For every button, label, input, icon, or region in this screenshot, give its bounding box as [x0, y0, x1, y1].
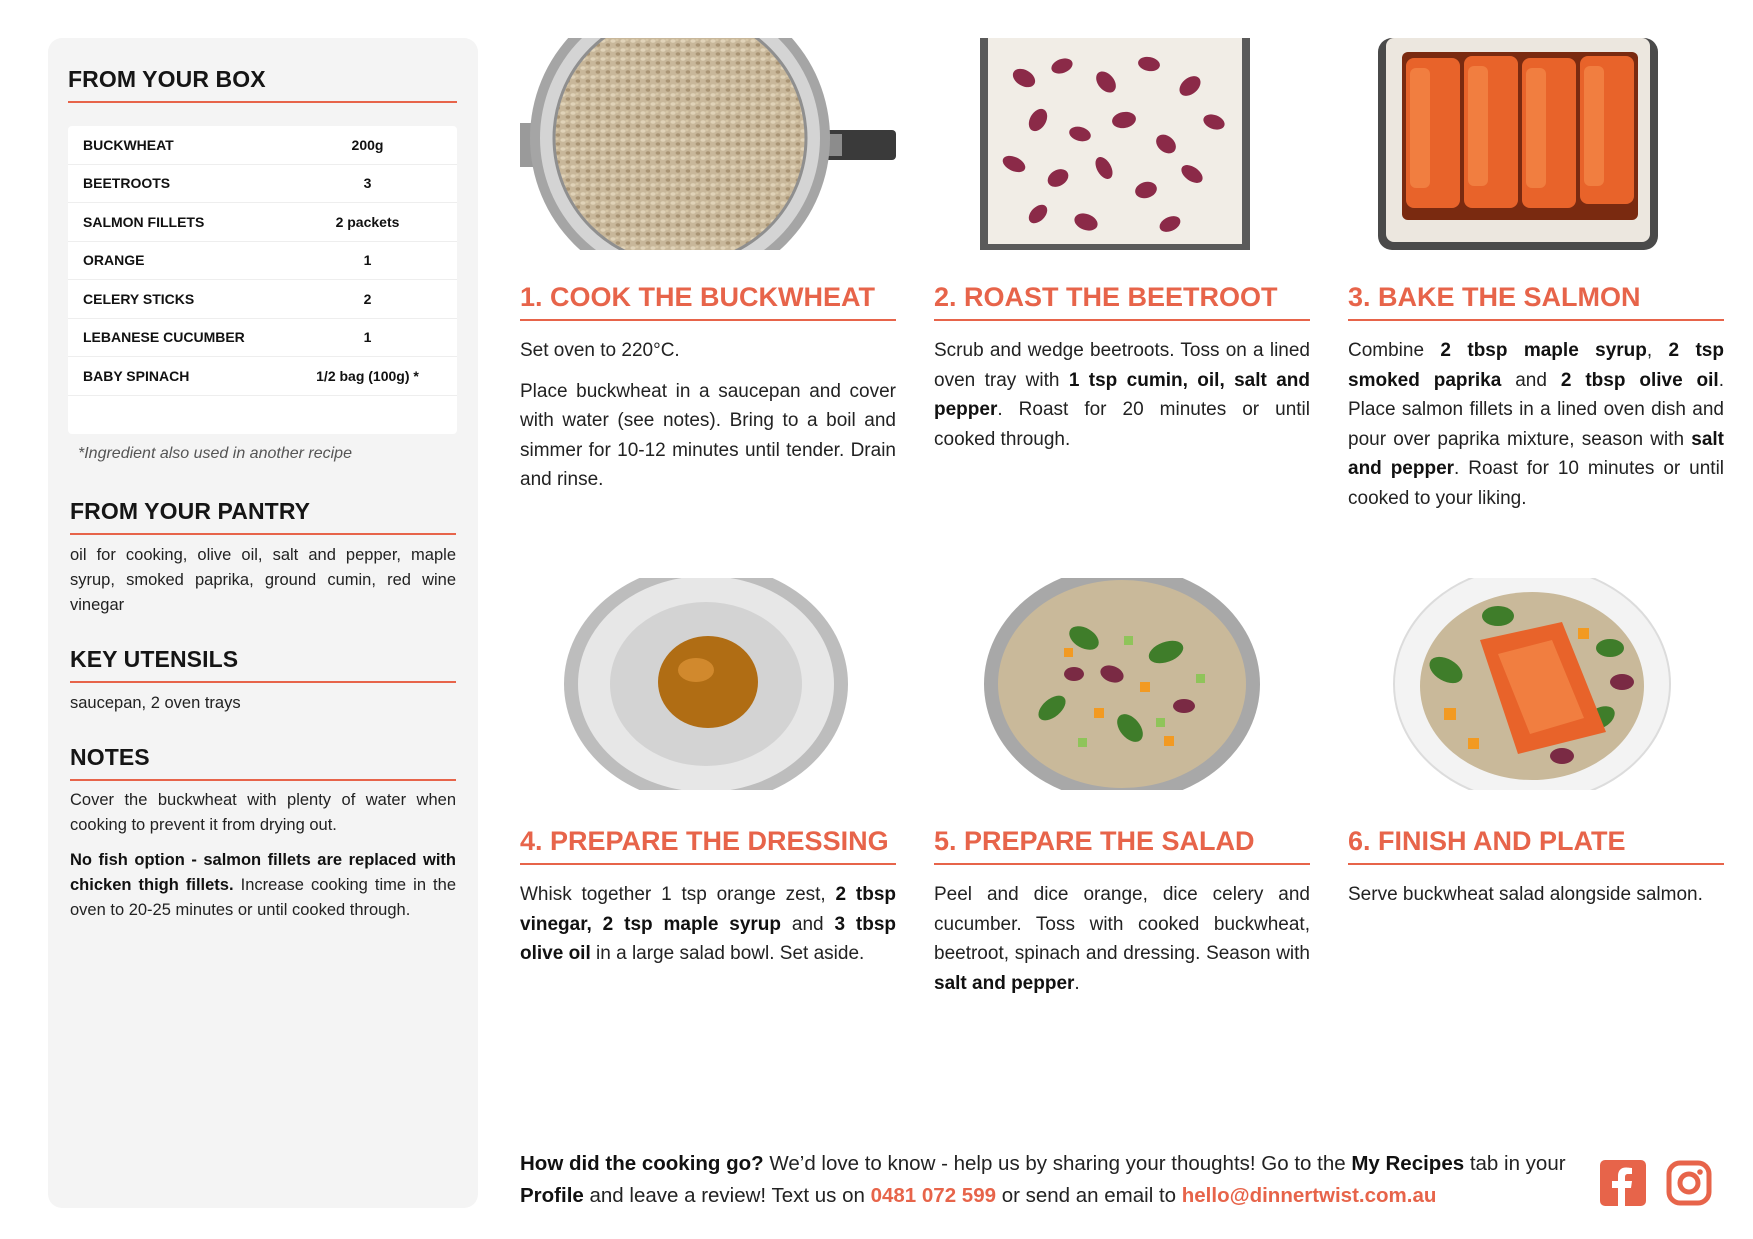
step-3-bold: 2 tbsp olive oil: [1560, 369, 1719, 391]
ingredient-row: [68, 319, 457, 358]
step-6-title: 6. FINISH AND PLATE: [1348, 826, 1724, 865]
step-2-title: 2. ROAST THE BEETROOT: [934, 282, 1310, 321]
profile-label: Profile: [520, 1184, 584, 1207]
footer-text: We’d love to know - help us by sharing your thoughts! Go to the: [763, 1152, 1352, 1175]
step-3-bold: 2 tsp smoked paprika: [1348, 340, 1724, 391]
step-1-title: 1. COOK THE BUCKWHEAT: [520, 282, 896, 321]
pantry-text: oil for cooking, olive oil, salt and pepper, maple syrup, smoked paprika, ground cumin, red wine vinegar: [70, 546, 456, 614]
step-3-text: . Roast for 10 minutes or until cooked to your liking.: [1348, 458, 1725, 509]
step-3-body: [1348, 336, 1724, 524]
step-3: [1348, 38, 1725, 509]
instagram-icon[interactable]: [1666, 1160, 1712, 1206]
salmon-dish-photo: [1348, 38, 1724, 250]
ingredient-name: CELERY STICKS: [83, 290, 195, 307]
step-5: [934, 578, 1310, 1008]
step-4-title: 4. PREPARE THE DRESSING: [520, 826, 896, 865]
notes-no-fish-option: [70, 848, 456, 923]
step-5-title: 5. PREPARE THE SALAD: [934, 826, 1310, 865]
ingredient-name: LEBANESE CUCUMBER: [83, 329, 245, 346]
key-utensils-heading: KEY UTENSILS: [70, 646, 456, 683]
ingredients-table: [68, 126, 457, 434]
from-your-pantry-heading: FROM YOUR PANTRY: [70, 498, 456, 535]
phone-link[interactable]: 0481 072 599: [870, 1184, 996, 1207]
step-3-title: 3. BAKE THE SALMON: [1348, 282, 1724, 321]
ingredient-qty: 1: [363, 252, 372, 269]
email-link[interactable]: hello@dinnertwist.com.au: [1181, 1184, 1437, 1207]
plated-salmon-photo: [1348, 578, 1724, 790]
notes-heading: NOTES: [70, 744, 456, 781]
salad-bowl-photo: [934, 578, 1310, 790]
step-5-text: .: [1074, 972, 1080, 994]
step-1-text: Place buckwheat in a saucepan and cover with water (see notes). Bring to a boil and simmer for 10-12 minutes until tender. Drain and rinse.: [520, 380, 896, 490]
ingredient-qty: 1/2 bag (100g) *: [316, 367, 419, 384]
notes-bold: No fish option - salmon fillets are replaced with chicken thigh fillets.: [70, 851, 456, 894]
step-1-text: Set oven to 220°C.: [520, 340, 680, 361]
footer-text: tab in your: [1464, 1152, 1566, 1175]
ingredient-name: ORANGE: [83, 252, 145, 269]
ingredient-row: [68, 242, 457, 281]
footer-text: or send an email to: [996, 1184, 1182, 1207]
ingredient-qty: 3: [363, 175, 372, 192]
step-4-body: [520, 880, 896, 980]
ingredients-sidebar: [48, 38, 478, 1208]
utensils-text: saucepan, 2 oven trays: [70, 694, 241, 712]
step-4-bold: 3 tbsp olive oil: [520, 913, 896, 964]
ingredient-qty: 2 packets: [335, 213, 400, 230]
ingredient-qty: 200g: [351, 136, 384, 153]
step-3-text: Combine: [1348, 340, 1441, 361]
step-3-text: ,: [1646, 340, 1669, 361]
ingredient-row: [68, 357, 457, 396]
step-5-text: Peel and dice orange, dice celery and cucumber. Toss with cooked buckwheat, beetroot, spinach and dressing. Season with: [934, 884, 1310, 964]
step-4: [520, 578, 896, 1008]
notes-rest: Increase cooking time in the oven to 20-25 minutes or until cooked through.: [70, 876, 456, 919]
beetroot-tray-photo: [934, 38, 1310, 250]
step-2-text: Scrub and wedge beetroots. Toss on a lined oven tray with: [934, 340, 1310, 391]
ingredient-name: BEETROOTS: [83, 175, 171, 192]
from-your-box-heading: FROM YOUR BOX: [68, 66, 457, 103]
step-4-bold: 2 tbsp vinegar, 2 tsp maple syrup: [520, 884, 897, 935]
notes-text: Cover the buckwheat with plenty of water when cooking to prevent it from drying out.: [70, 791, 456, 834]
dressing-bowl-photo: [520, 578, 896, 790]
step-6: [1348, 578, 1724, 1008]
step-2: [934, 38, 1310, 498]
buckwheat-sieve-photo: [520, 38, 896, 250]
ingredient-row: [68, 165, 457, 204]
ingredient-qty: 2: [363, 290, 372, 307]
step-2-bold: 1 tsp cumin, oil, salt and pepper: [934, 369, 1311, 420]
step-5-bold: salt and pepper: [934, 972, 1075, 994]
step-4-text: in a large salad bowl. Set aside.: [590, 943, 865, 964]
step-3-text: . Place salmon fillets in a lined oven dish and pour over paprika mixture, season with: [1348, 369, 1724, 450]
ingredient-name: SALMON FILLETS: [83, 213, 205, 230]
step-3-bold: salt and pepper: [1348, 428, 1724, 479]
step-1-body: [520, 336, 896, 506]
ingredient-row: [68, 203, 457, 242]
my-recipes-label: My Recipes: [1351, 1152, 1465, 1175]
feedback-footer: [520, 1148, 1580, 1212]
ingredient-row: [68, 280, 457, 319]
footer-text: and leave a review! Text us on: [583, 1184, 871, 1207]
ingredient-row: [68, 126, 457, 165]
step-3-text: and: [1501, 369, 1561, 391]
ingredient-name: BUCKWHEAT: [83, 136, 174, 153]
step-5-body: [934, 880, 1310, 1009]
step-4-text: and: [781, 913, 835, 935]
ingredient-qty: 1: [363, 329, 372, 346]
ingredient-footnote: *Ingredient also used in another recipe: [78, 445, 352, 462]
feedback-question: How did the cooking go?: [520, 1152, 764, 1175]
step-4-text: Whisk together 1 tsp orange zest,: [520, 884, 836, 905]
ingredient-name: BABY SPINACH: [83, 367, 190, 384]
step-2-text: . Roast for 20 minutes or until cooked through.: [934, 399, 1310, 450]
step-6-text: Serve buckwheat salad alongside salmon.: [1348, 884, 1703, 905]
facebook-icon[interactable]: [1600, 1160, 1646, 1206]
step-1: [520, 38, 896, 498]
step-6-body: [1348, 880, 1724, 921]
step-3-bold: 2 tbsp maple syrup: [1440, 340, 1647, 361]
step-2-body: [934, 336, 1310, 465]
